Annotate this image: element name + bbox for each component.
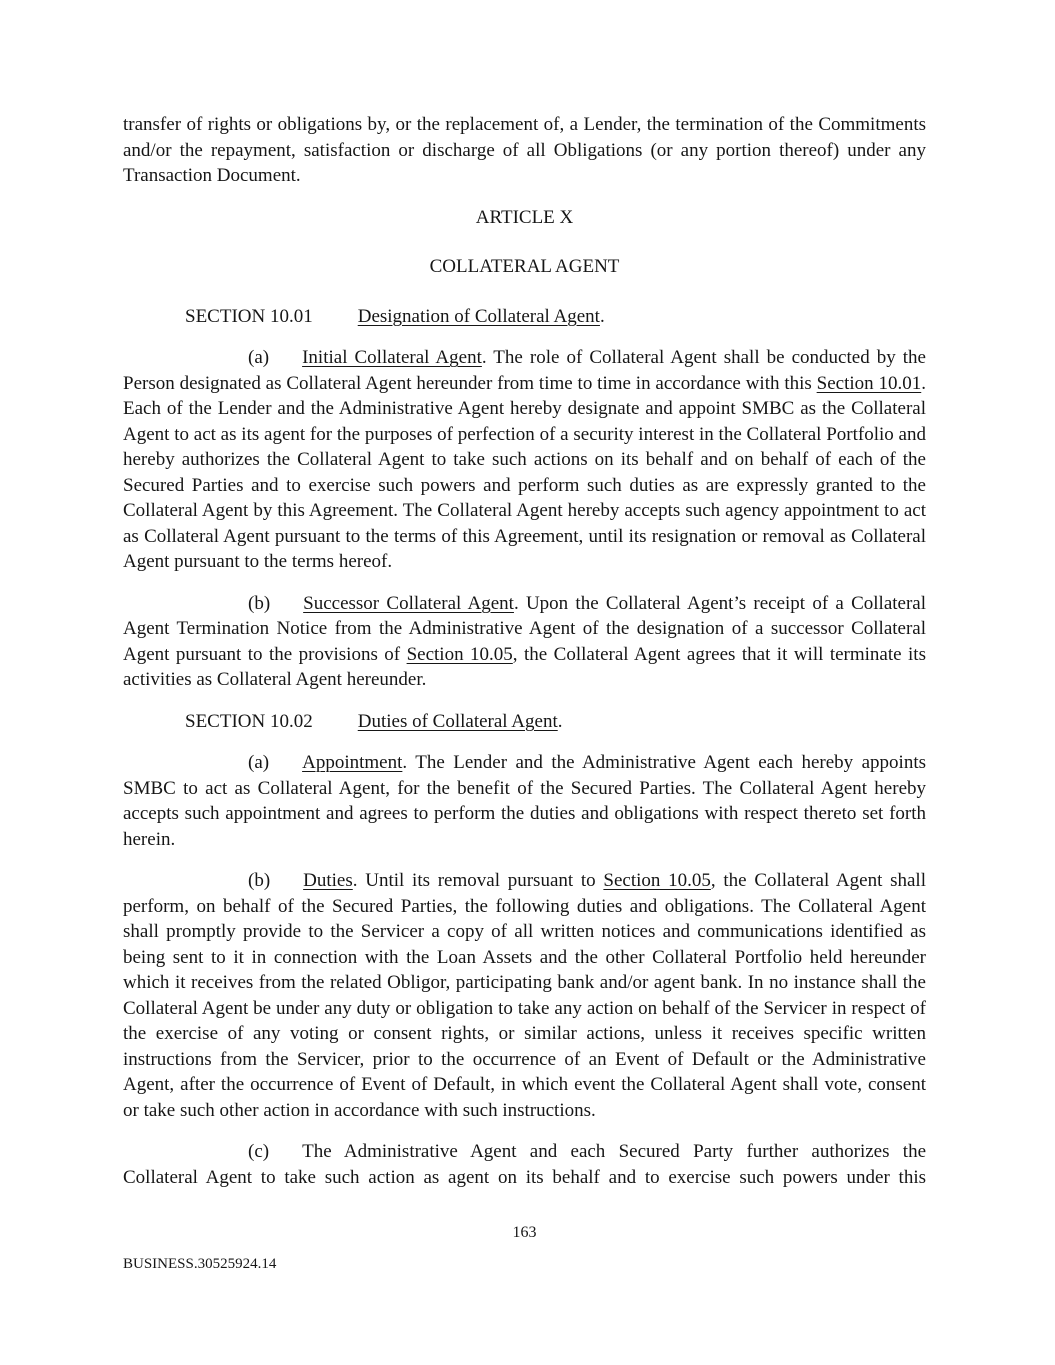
text-run: , the Collateral Agent shall perform, on behalf of the Secured Parties, the following duties and obligations. The Collateral Agent shall promptly provide to the Servicer a copy of all written notices and communications identified as being sent to it in connection with the Loan Assets and the other Collateral Portfolio held hereunder which it receives from the related Obligor, participating bank and/or agent bank. In no instance shall the Collateral Agent be under any duty or obligation to take any action on behalf of the Servicer in respect of the exercise of any voting or consent rights, or similar actions, unless it receives specific written instructions from the Servicer, prior to the occurrence of an Event of Default or the Administrative Agent, after the occurrence of Event of Default, in which event the Collateral Agent shall vote, consent or take such other action in accordance with such instructions.: [123, 870, 926, 1121]
lettered-paragraph: [123, 345, 926, 575]
underlined-phrase: Duties of Collateral Agent: [357, 710, 558, 732]
text-run: transfer of rights or obligations by, or the replacement of, a Lender, the termination of the Commitments and/or the repayment, satisfaction or discharge of all Obligations (or any portion thereof) under any Transaction Document.: [123, 114, 926, 186]
text-run: . Until its removal pursuant to: [352, 870, 604, 891]
text-run: . Upon the Collateral Agent’s receipt of a Collateral Agent Termination Notice from the Administrative Agent of the designation of a successor Collateral Agent pursuant to the provisions of: [123, 592, 927, 665]
lettered-paragraph: [123, 868, 926, 1123]
underlined-phrase: Section 10.01: [816, 372, 922, 394]
underlined-phrase: Initial Collateral Agent: [302, 347, 482, 368]
section-heading-line: [123, 709, 926, 735]
lettered-paragraph: [123, 1139, 926, 1190]
text-run: .: [599, 305, 605, 327]
underlined-phrase: Section 10.05: [603, 870, 711, 891]
underlined-phrase: Appointment: [302, 752, 403, 773]
text-run: (b): [248, 870, 271, 891]
text-run: (b): [248, 592, 271, 614]
lettered-paragraph: [123, 591, 926, 693]
text-run: . Each of the Lender and the Administrative Agent hereby designate and appoint SMBC as the Collateral Agent to act as its agent for the purposes of perfection of a security interest in the Collateral Portfolio and hereby authorizes the Collateral Agent to take such actions on its behalf and on behalf of each of the Secured Parties and to exercise such powers and perform such duties as are expressly granted to the Collateral Agent by this Agreement. The Collateral Agent hereby accepts such agency appointment to act as Collateral Agent pursuant to the terms of this Agreement, until its resignation or removal as Collateral Agent pursuant to the terms hereof.: [123, 372, 926, 572]
text-run: SECTION 10.01: [185, 305, 313, 327]
lettered-paragraph: [123, 750, 926, 852]
underlined-phrase: Designation of Collateral Agent: [357, 305, 600, 327]
text-run: . The Lender and the Administrative Agent each hereby appoints SMBC to act as Collateral Agent, for the benefit of the Secured Parties. The Collateral Agent hereby accepts such appointment and agrees to perform the duties and obligations with respect thereto set forth herein.: [123, 752, 926, 850]
underlined-phrase: Successor Collateral Agent: [303, 592, 514, 614]
text-run: (c): [248, 1141, 270, 1162]
text-run: The Administrative Agent and each Secured Party further authorizes the Collateral Agent to take such action as agent on its behalf and to exercise such powers under this: [123, 1141, 926, 1188]
underlined-phrase: Section 10.05: [406, 643, 513, 665]
article-heading: [123, 205, 926, 231]
section-heading-line: [123, 304, 926, 330]
text-run: ARTICLE X: [475, 206, 574, 228]
body-paragraph: [123, 112, 926, 189]
underlined-phrase: Duties: [303, 870, 353, 891]
document-body: [123, 112, 926, 1206]
text-run: .: [557, 710, 563, 732]
text-run: . The role of Collateral Agent shall be conducted by the Person designated as Collateral Agent hereunder from time to time in accordance with this: [123, 347, 926, 394]
footer-document-id: BUSINESS.30525924.14: [123, 1256, 277, 1272]
text-run: (a): [248, 752, 270, 773]
article-heading: [123, 254, 926, 280]
text-run: (a): [248, 347, 270, 368]
text-run: SECTION 10.02: [185, 710, 313, 732]
text-run: , the Collateral Agent agrees that it will terminate its activities as Collateral Agent hereunder.: [123, 643, 926, 690]
text-run: COLLATERAL AGENT: [429, 256, 620, 277]
page-number: 163: [512, 1224, 537, 1241]
